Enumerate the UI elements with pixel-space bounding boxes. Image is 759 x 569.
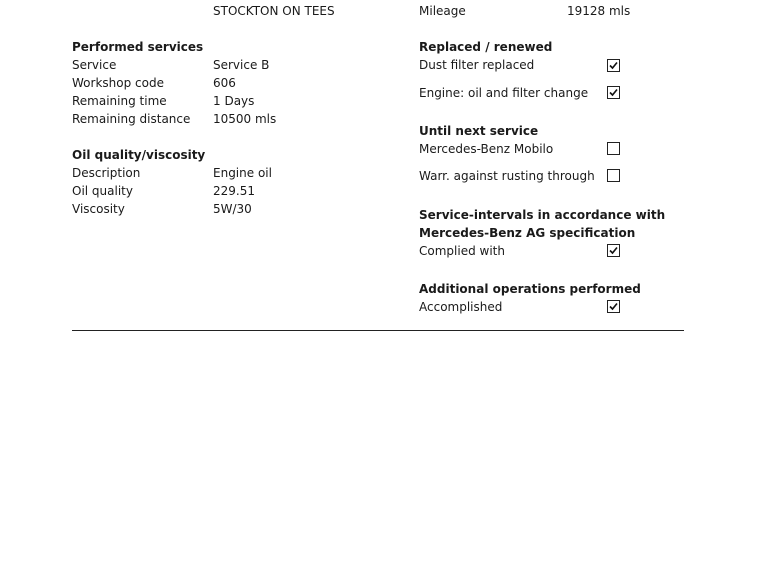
description-value: Engine oil	[213, 166, 272, 180]
mobilo-checkbox[interactable]	[607, 142, 620, 155]
remaining-time-value: 1 Days	[213, 94, 255, 108]
service-label: Service	[72, 58, 117, 72]
oil-filter-change-checkbox[interactable]	[607, 86, 620, 99]
until-next-service-heading: Until next service	[419, 124, 539, 138]
checkmark-icon	[608, 87, 619, 98]
checkmark-icon	[608, 301, 619, 312]
mileage-value: 19128 mls	[567, 4, 631, 18]
service-intervals-heading-line2: Mercedes-Benz AG specification	[419, 226, 636, 240]
oil-quality-heading: Oil quality/viscosity	[72, 148, 206, 162]
service-intervals-heading-line1: Service-intervals in accordance with	[419, 208, 666, 222]
service-value: Service B	[213, 58, 270, 72]
description-label: Description	[72, 166, 141, 180]
oil-filter-change-label: Engine: oil and filter change	[419, 86, 589, 100]
bottom-divider	[72, 330, 684, 331]
accomplished-checkbox[interactable]	[607, 300, 620, 313]
additional-operations-heading: Additional operations performed	[419, 282, 641, 296]
oil-quality-value: 229.51	[213, 184, 255, 198]
mobilo-label: Mercedes-Benz Mobilo	[419, 142, 554, 156]
checkmark-icon	[608, 60, 619, 71]
workshop-code-label: Workshop code	[72, 76, 164, 90]
performed-services-heading: Performed services	[72, 40, 204, 54]
rusting-warranty-label: Warr. against rusting through	[419, 169, 595, 183]
mileage-label: Mileage	[419, 4, 466, 18]
checkmark-icon	[608, 245, 619, 256]
remaining-time-label: Remaining time	[72, 94, 167, 108]
rusting-warranty-checkbox[interactable]	[607, 169, 620, 182]
city-value: STOCKTON ON TEES	[213, 4, 335, 18]
remaining-distance-label: Remaining distance	[72, 112, 191, 126]
dust-filter-label: Dust filter replaced	[419, 58, 535, 72]
replaced-heading: Replaced / renewed	[419, 40, 553, 54]
complied-with-checkbox[interactable]	[607, 244, 620, 257]
oil-quality-label: Oil quality	[72, 184, 133, 198]
viscosity-label: Viscosity	[72, 202, 125, 216]
complied-with-label: Complied with	[419, 244, 505, 258]
workshop-code-value: 606	[213, 76, 236, 90]
remaining-distance-value: 10500 mls	[213, 112, 277, 126]
dust-filter-checkbox[interactable]	[607, 59, 620, 72]
accomplished-label: Accomplished	[419, 300, 503, 314]
viscosity-value: 5W/30	[213, 202, 252, 216]
